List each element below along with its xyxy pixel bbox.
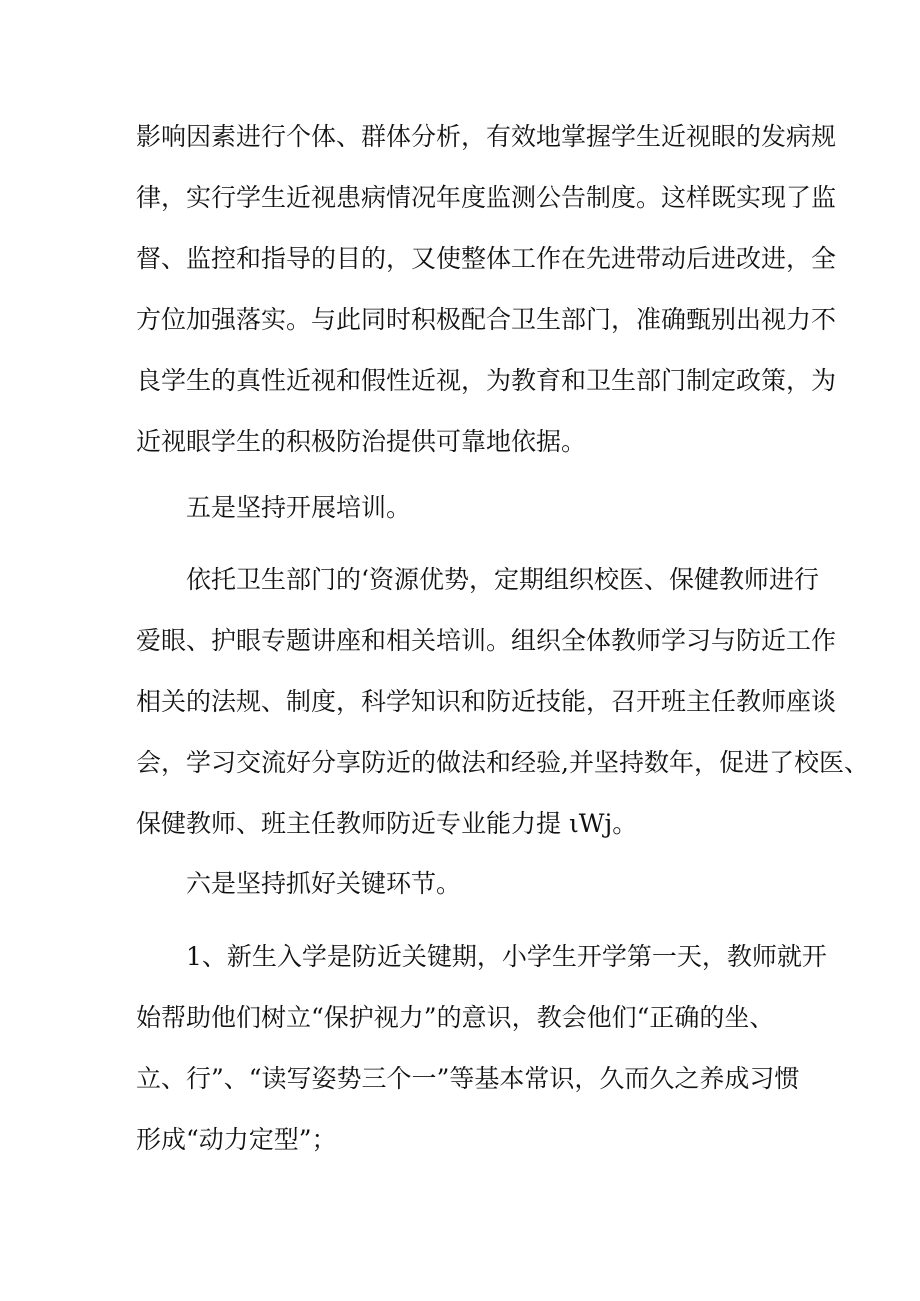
text-line: 近视眼学生的积极防治提供可靠地依据。 <box>136 427 587 456</box>
text-line: 立、行”、“读写姿势三个一”等基本常识，久而久之养成习惯 <box>136 1064 800 1093</box>
text-line: 相关的法规、制度，科学知识和防近技能，召开班主任教师座谈 <box>136 687 837 716</box>
section-heading: 五是坚持开展培训。 <box>186 493 412 522</box>
section-heading: 六是坚持抓好关键环节。 <box>186 869 462 898</box>
text-line: 良学生的真性近视和假性近视，为教育和卫生部门制定政策，为 <box>136 366 837 395</box>
text-line: 会，学习交流好分享防近的做法和经验,并坚持数年，促进了校医、 <box>136 748 869 777</box>
text-line: 方位加强落实。与此同时积极配合卫生部门，准确甄别出视力不 <box>136 305 837 334</box>
text-line: 督、监控和指导的目的，又使整体工作在先进带动后进改进，全 <box>136 244 837 273</box>
text-line: 爱眼、护眼专题讲座和相关培训。组织全体教师学习与防近工作 <box>136 626 837 655</box>
text-line: 影响因素进行个体、群体分析，有效地掌握学生近视眼的发病规 <box>136 122 837 151</box>
text-line: 1、新生入学是防近关键期，小学生开学第一天，教师就开 <box>186 942 827 971</box>
text-line: 依托卫生部门的‘资源优势，定期组织校医、保健教师进行 <box>186 565 819 594</box>
text-line: 始帮助他们树立“保护视力”的意识，教会他们“正确的坐、 <box>136 1003 775 1032</box>
text-line: 保健教师、班主任教师防近专业能力提 ιWj。 <box>136 809 638 838</box>
text-line: 形成“动力定型”； <box>136 1125 337 1154</box>
text-line: 律，实行学生近视患病情况年度监测公告制度。这样既实现了监 <box>136 183 837 212</box>
